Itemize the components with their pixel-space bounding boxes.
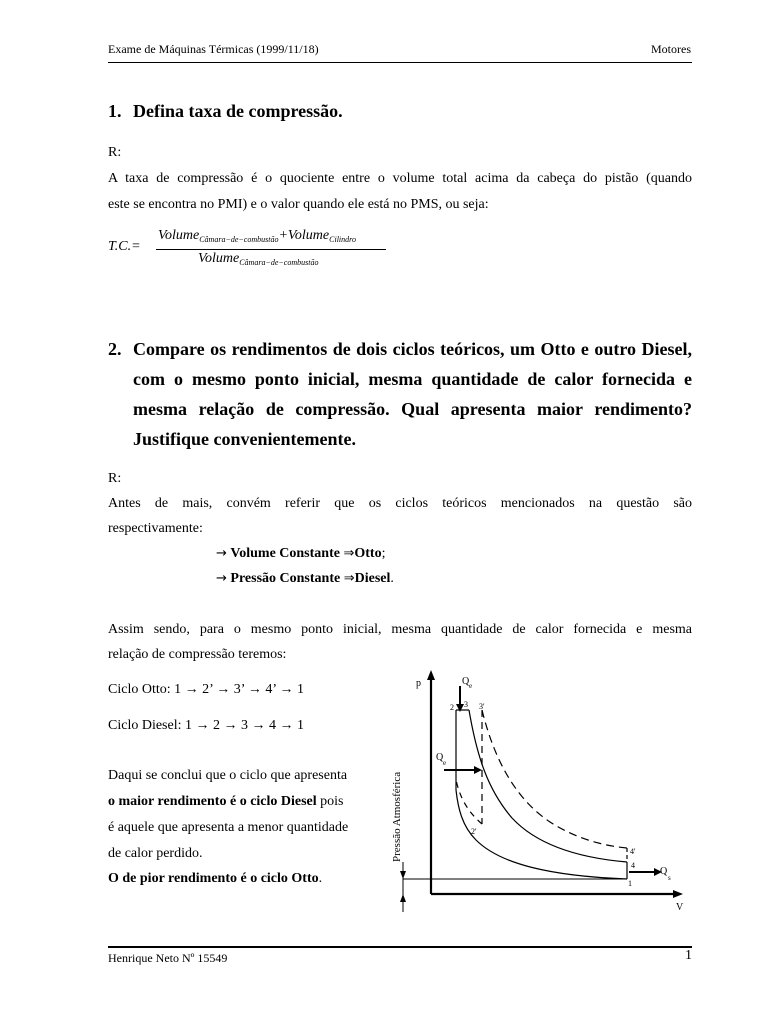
formula-den-term: Volume bbox=[198, 251, 240, 266]
qs-sub: s bbox=[668, 874, 671, 882]
arrow-right-icon: → bbox=[216, 546, 227, 561]
list-item-punct: . bbox=[390, 571, 394, 586]
header-title: Exame de Máquinas Térmicas (1999/11/18) bbox=[108, 42, 319, 56]
atmospheric-pressure-label: Pressão Atmosférica bbox=[391, 771, 403, 862]
worst-bold: O de pior rendimento é o ciclo Otto bbox=[108, 871, 319, 886]
v-axis-label: V bbox=[676, 902, 684, 913]
p-axis-label: p bbox=[416, 678, 421, 689]
question-2-title-line3: mesma relação de compressão. Qual apresenta maior rendimento? bbox=[133, 399, 692, 419]
q2-intro-line2: respectivamente: bbox=[108, 521, 203, 536]
formula-plus: + bbox=[278, 228, 288, 243]
question-2-title-line4: Justifique convenientemente. bbox=[133, 429, 356, 449]
question-1-number: 1. bbox=[108, 101, 122, 121]
conclusion-line4: de calor perdido. bbox=[108, 846, 203, 861]
otto-compression-curve bbox=[456, 780, 482, 824]
qs-label: Q bbox=[660, 866, 668, 877]
formula-lhs: T.C.= bbox=[108, 239, 141, 254]
point-1-label: 1 bbox=[628, 879, 632, 888]
point-4p-label: 4' bbox=[630, 847, 636, 856]
qe-side-arrowhead bbox=[474, 766, 482, 774]
q2-paragraph-line2: relação de compressão teremos: bbox=[108, 647, 287, 662]
formula-num-term2: Volume bbox=[287, 228, 330, 243]
point-4-label: 4 bbox=[631, 861, 635, 870]
point-2-label: 2 bbox=[450, 703, 454, 712]
otto-cycle-sequence: Ciclo Otto: 1 → 2’ → 3’ → 4’ → 1 bbox=[108, 682, 304, 697]
atm-arrow-up bbox=[400, 894, 406, 902]
qe-top-sub: e bbox=[469, 682, 473, 690]
formula-num-term1: Volume bbox=[158, 228, 200, 243]
diesel-expansion-curve bbox=[469, 710, 627, 862]
formula-fraction-bar bbox=[156, 249, 386, 250]
formula-denominator bbox=[198, 251, 318, 267]
q2-answer-label: R: bbox=[108, 471, 122, 486]
atm-arrow-down bbox=[400, 871, 406, 879]
pv-diagram bbox=[380, 662, 700, 922]
list-item-punct: ; bbox=[381, 546, 386, 561]
implies-icon: ⇒ bbox=[343, 546, 355, 561]
otto-expansion-curve bbox=[482, 710, 627, 848]
q2-paragraph-line1: Assim sendo, para o mesmo ponto inicial, mesma quantidade de calor fornecida e mesma bbox=[108, 622, 692, 637]
q1-answer-line1: A taxa de compressão é o quociente entre o volume total acima da cabeça do pistão (quando bbox=[108, 171, 692, 186]
diesel-compression-curve bbox=[456, 790, 627, 879]
question-2-number: 2. bbox=[108, 339, 122, 359]
list-item-label: Volume Constante bbox=[230, 546, 340, 561]
p-axis-arrow bbox=[427, 670, 435, 680]
diesel-cycle-sequence: Ciclo Diesel: 1 → 2 → 3 → 4 → 1 bbox=[108, 718, 304, 733]
point-3-label: 3 bbox=[464, 700, 468, 709]
point-2p-label: 2' bbox=[471, 827, 477, 836]
conclusion-line2 bbox=[108, 789, 344, 815]
qe-side-sub: e bbox=[443, 759, 447, 767]
q1-answer-label: R: bbox=[108, 145, 122, 160]
question-2-title-line1: Compare os rendimentos de dois ciclos teóricos, um Otto e outro Diesel, bbox=[133, 339, 692, 359]
conclusion-line3: é aquele que apresenta a menor quantidade bbox=[108, 820, 349, 835]
conclusion-line2-rest: pois bbox=[316, 794, 344, 809]
q2-intro-line1: Antes de mais, convém referir que os ciclos teóricos mencionados na questão são bbox=[108, 496, 692, 511]
header-rule bbox=[108, 62, 692, 63]
question-1-title: Defina taxa de compressão. bbox=[133, 101, 343, 121]
worst-efficiency-statement bbox=[108, 866, 322, 892]
qe-top-label: Q bbox=[462, 676, 470, 687]
list-item-result: Diesel bbox=[354, 571, 391, 586]
qe-side-label: Q bbox=[436, 752, 444, 763]
header-section: Motores bbox=[651, 42, 691, 56]
v-axis-arrow bbox=[673, 890, 683, 898]
q1-answer-line2: este se encontra no PMI) e o valor quando ele está no PMS, ou seja: bbox=[108, 197, 489, 212]
worst-punct: . bbox=[318, 871, 323, 886]
implies-icon: ⇒ bbox=[343, 571, 355, 586]
formula-num-sub1: Câmara−de−combustão bbox=[199, 235, 279, 244]
formula-den-sub: Câmara−de−combustão bbox=[239, 258, 319, 267]
formula-num-sub2: Cilindro bbox=[329, 235, 356, 244]
list-item-label: Pressão Constante bbox=[230, 571, 341, 586]
conclusion-line1: Daqui se conclui que o ciclo que apresenta bbox=[108, 768, 348, 783]
point-3p-label: 3' bbox=[479, 702, 485, 711]
footer-author: Henrique Neto Nº 15549 bbox=[108, 951, 228, 965]
qe-top-arrowhead bbox=[456, 704, 464, 712]
arrow-right-icon: → bbox=[216, 571, 227, 586]
formula-numerator bbox=[158, 228, 356, 244]
list-item-result: Otto bbox=[354, 546, 382, 561]
page-number: 1 bbox=[685, 948, 692, 963]
conclusion-bold: o maior rendimento é o ciclo Diesel bbox=[108, 794, 317, 809]
list-item-otto bbox=[216, 541, 385, 567]
question-2-title-line2: com o mesmo ponto inicial, mesma quantidade de calor fornecida e bbox=[133, 369, 692, 389]
footer-rule bbox=[108, 946, 692, 948]
list-item-diesel bbox=[216, 566, 394, 592]
